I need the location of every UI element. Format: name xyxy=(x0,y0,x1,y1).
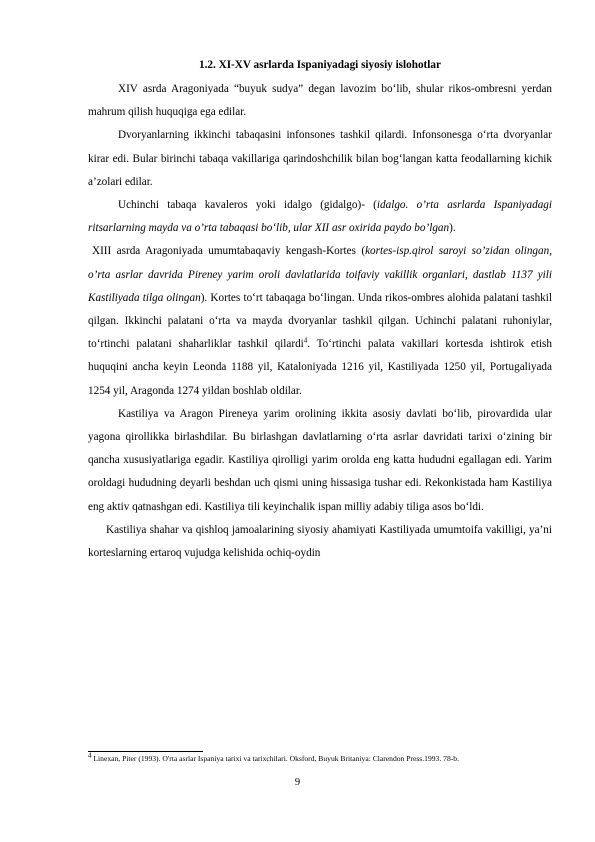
paragraph xyxy=(88,403,552,519)
document-page xyxy=(88,58,552,565)
paragraph-text: . To‘rtinchi palata vakillari kortesda ishtirok etish huquqini ancha keyin Leonda 1188 yil, Kataloniyada 1216 yil, Kastiliyada 1250 yil, Portugaliyada 1254 yil, Aragonda 1274 yildan boshlab oldilar. xyxy=(88,338,552,397)
italic-text: kortes-isp.qirol saroyi so’zidan olingan, o’rta asrlar davrida Pireney yarim oroli davlatlarida toifaviy vakillik organlari, dastlab 1137 yili Kastiliyada tilga olingan xyxy=(88,245,552,304)
body-text xyxy=(88,78,552,565)
footnote-marker: 4 xyxy=(88,751,92,760)
paragraph xyxy=(88,519,552,565)
italic-text: idalgo. o’rta asrlarda Ispaniyadagi ritsarlarning mayda va o’rta tabaqasi bo‘lib, ular XII asr oxirida paydo bo’lgan xyxy=(88,199,552,235)
footnote-ref: 4 xyxy=(303,336,308,345)
paragraph-text: Dvoryanlarning ikkinchi tabaqasini infonsones tashkil qilardi. Infonsonesga o‘rta dvoryanlar kirar edi. Bular birinchi tabaqa vakillariga qarindoshchilik bilan bog‘langan katta feodallarning kichik a’zolari edilar. xyxy=(88,129,552,188)
paragraph-text: ). Kortes to‘rt tabaqaga bo‘lingan. Unda rikos-ombres alohida palatani tashkil qilgan. Ikkinchi palatani o‘rta va mayda dvoryanlar tashkil qilgan. Uchinchi palatani ruhoniylar, to‘rtinchi palatani shaharliklar tashkil qilardi xyxy=(88,291,552,351)
paragraph-text: Kastiliya shahar va qishloq jamoalarining siyosiy ahamiyati Kastiliyada umumtoifa vakilligi, ya’ni korteslarning ertaroq vujudga kelishida ochiq-oydin xyxy=(88,523,552,560)
paragraph xyxy=(88,124,552,194)
paragraph-text: XIII asrda Aragoniyada umumtabaqaviy kengash-Kortes ( xyxy=(92,245,366,258)
paragraph-text: ). xyxy=(449,222,456,235)
paragraph xyxy=(88,240,552,402)
paragraph-text: Uchinchi tabaqa kavaleros yoki idalgo (gidalgo)- ( xyxy=(118,199,377,212)
page-number: 9 xyxy=(294,777,301,788)
footnote-text: Linexan, Piter (1993). O'rta asrlar Ispaniya tarixi va tarixchilari. Oksford, Buyuk Britaniya: Clarendon Press.1993. 78-b. xyxy=(91,754,459,763)
footnote xyxy=(88,751,558,765)
footnote-separator xyxy=(88,751,203,752)
paragraph-text: XIV asrda Aragoniyada “buyuk sudya” degan lavozim bo‘lib, shular rikos-ombresni yerdan mahrum qilish huquqiga ega edilar. xyxy=(88,83,552,119)
paragraph-text: Kastiliya va Aragon Pireneya yarim orolining ikkita asosiy davlati bo‘lib, pirovardida ular yagona qirollikka birlashdilar. Bu birlashgan davlatlarning o‘rta asrlar davridati tarixi o‘zining bir qancha xususiyatlariga egadir. Kastiliya qirolligi yarim orolda eng katta hududni egallagan edi. Yarim oroldagi hududning deyarli beshdan uch qismi uning hissasiga tushar edi. Rekonkistada ham Kastiliya eng aktiv qatnashgan edi. Kastiliya tili keyinchalik ispan milliy adabiy tiliga asos bo‘ldi. xyxy=(88,407,552,513)
section-title: 1.2. XI-XV asrlarda Ispaniyadagi siyosiy islohotlar xyxy=(199,59,441,71)
paragraph xyxy=(88,78,552,124)
paragraph xyxy=(88,194,552,240)
